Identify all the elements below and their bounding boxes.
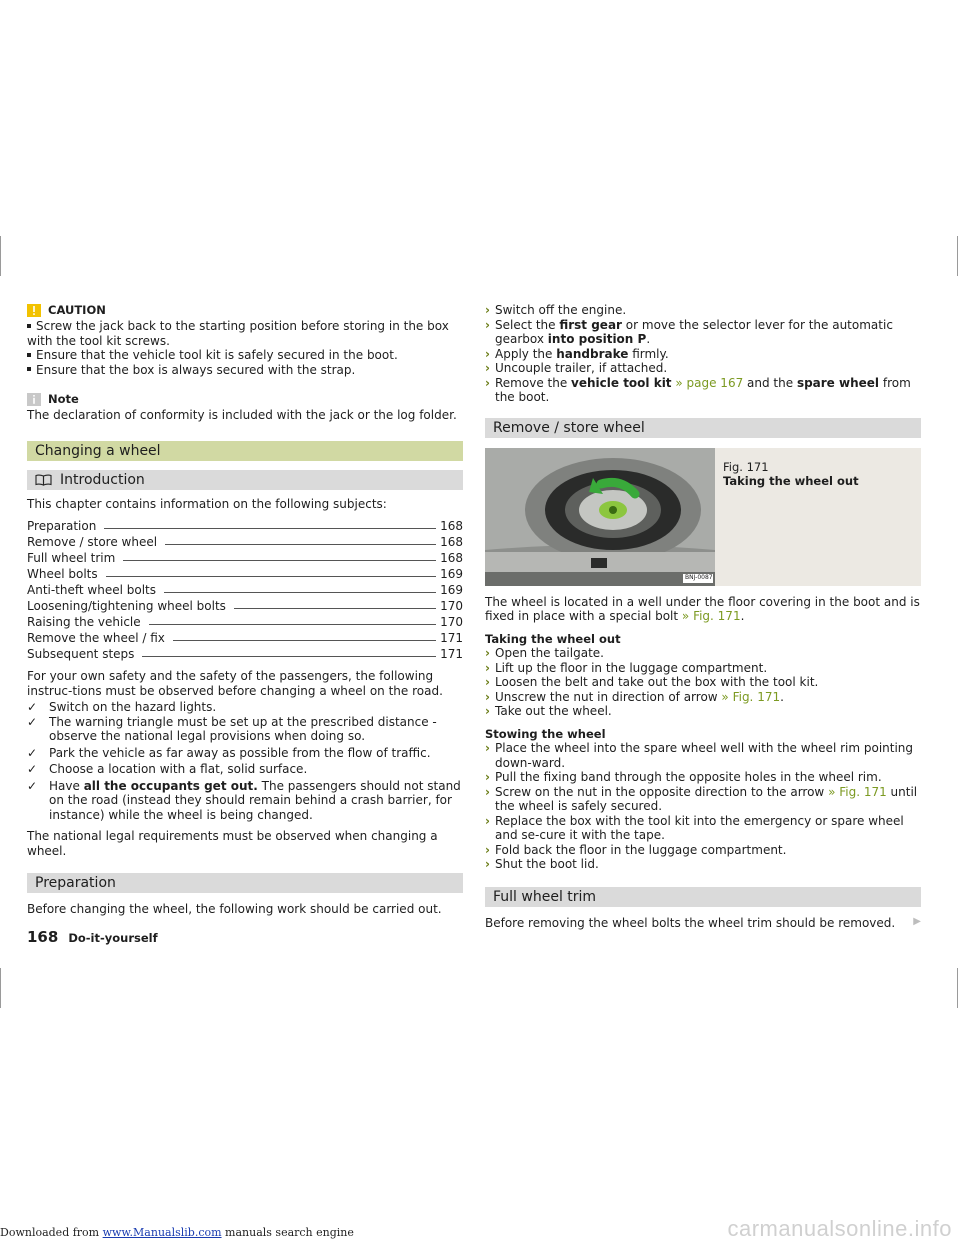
toc-item[interactable]: Full wheel trim 168: [27, 551, 463, 565]
full-wheel-trim-row: [485, 916, 921, 931]
caution-item: Screw the jack back to the starting position before storing in the box with the tool kit screws.: [27, 319, 449, 348]
step-item: › Switch off the engine.: [485, 303, 627, 317]
chevron-right-icon: ›: [485, 675, 490, 689]
figure-link[interactable]: » Fig. 171: [681, 609, 741, 623]
book-icon: [35, 474, 52, 486]
figure-171: [485, 448, 921, 586]
chevron-right-icon: ›: [485, 346, 490, 361]
intro-title: Introduction: [60, 471, 145, 488]
full-wheel-trim-text: Before removing the wheel bolts the wheel trim should be removed.: [485, 915, 896, 930]
chevron-right-icon: ›: [485, 842, 490, 857]
info-icon: [27, 393, 41, 406]
intro-lead: This chapter contains information on the following subjects:: [27, 496, 387, 511]
figure-link[interactable]: » Fig. 171: [828, 784, 887, 799]
page-link[interactable]: » page 167: [671, 375, 744, 390]
figure-caption: [715, 448, 867, 586]
page-footer: [27, 928, 158, 946]
toc-list: [27, 517, 463, 661]
spare-wheel-illustration: [485, 448, 715, 586]
chevron-right-icon: ›: [485, 317, 490, 332]
section-heading-changing-wheel: Changing a wheel: [27, 441, 463, 461]
caution-title: CAUTION: [48, 303, 106, 317]
chevron-right-icon: ›: [485, 813, 490, 828]
chevron-right-icon: ›: [485, 689, 490, 704]
stowing-heading: Stowing the wheel: [485, 726, 606, 741]
footer-section: Do-it-yourself: [68, 931, 158, 945]
warning-icon: [27, 304, 41, 317]
check-item: ✓ Choose a location with a flat, solid surface.: [27, 762, 308, 776]
step-item: › Take out the wheel.: [485, 704, 612, 718]
check-item: ✓ The warning triangle must be set up at the prescribed distance - observe the national legal provisions when doing so.: [27, 714, 437, 743]
caution-item: Ensure that the vehicle tool kit is safely secured in the boot.: [27, 348, 463, 363]
check-icon: ✓: [27, 714, 38, 729]
check-icon: ✓: [27, 700, 38, 714]
check-icon: ✓: [27, 745, 38, 760]
preparation-text: Before changing the wheel, the following work should be carried out.: [27, 902, 442, 916]
intro-heading: [27, 470, 463, 490]
note-text: The declaration of conformity is included with the jack or the log folder.: [27, 408, 457, 422]
check-item: ✓ Park the vehicle as far away as possible from the flow of traffic.: [27, 745, 431, 760]
taking-out-heading: Taking the wheel out: [485, 631, 621, 646]
toc-item[interactable]: Wheel bolts 169: [27, 567, 463, 581]
check-item: ✓ Have all the occupants get out. The passengers should not stand on the road (instead they should remain behind a crash barrier, for instance) while the wheel is being changed.: [27, 778, 461, 822]
toc-item[interactable]: Remove / store wheel 168: [27, 535, 463, 549]
note-box: [27, 392, 463, 423]
toc-item[interactable]: Subsequent steps 171: [27, 647, 463, 661]
crop-mark: [0, 968, 1, 1008]
continue-triangle-icon: ▶: [913, 915, 921, 927]
chevron-right-icon: ›: [485, 784, 490, 799]
watermark: carmanualsonline.info: [727, 1216, 952, 1241]
chevron-right-icon: ›: [485, 375, 490, 390]
crop-mark: [957, 968, 958, 1008]
chevron-right-icon: ›: [485, 660, 490, 675]
step-item: › Lift up the floor in the luggage compartment.: [485, 660, 768, 675]
download-banner: Downloaded from www.Manualslib.com manuals search engine: [0, 1226, 354, 1239]
step-item: › Replace the box with the tool kit into the emergency or spare wheel and se-cure it with the tape.: [485, 813, 904, 842]
step-item: › Unscrew the nut in direction of arrow » Fig. 171.: [485, 689, 784, 704]
step-item: › Place the wheel into the spare wheel well with the wheel rim pointing down-ward.: [485, 741, 914, 770]
right-column: [485, 303, 921, 930]
figure-title: Taking the wheel out: [723, 473, 859, 488]
chevron-right-icon: ›: [485, 646, 490, 660]
safety-text: For your own safety and the safety of the passengers, the following instruc-tions must be observed before changing a wheel on the road.: [27, 669, 443, 698]
step-item: › Loosen the belt and take out the box with the tool kit.: [485, 675, 819, 689]
wheel-location-text: The wheel is located in a well under the floor covering in the boot and is fixed in place with a special bolt » Fig. 171.: [485, 594, 920, 623]
check-icon: ✓: [27, 778, 38, 793]
remove-store-heading: Remove / store wheel: [485, 418, 921, 438]
toc-item[interactable]: Remove the wheel / fix 171: [27, 631, 463, 645]
left-column: [27, 303, 463, 917]
chevron-right-icon: ›: [485, 770, 490, 784]
step-item: › Screw on the nut in the opposite direction to the arrow » Fig. 171 until the wheel is safely secured.: [485, 784, 918, 813]
step-item: › Apply the handbrake firmly.: [485, 346, 669, 361]
manualslib-link[interactable]: www.Manualslib.com: [102, 1226, 222, 1239]
note-title: Note: [48, 392, 79, 406]
figure-code: BNJ-0087: [685, 573, 713, 581]
step-item: › Open the tailgate.: [485, 646, 604, 660]
chevron-right-icon: ›: [485, 704, 490, 718]
check-icon: ✓: [27, 762, 38, 776]
step-item: › Select the first gear or move the selector lever for the automatic gearbox into position P.: [485, 317, 893, 346]
toc-item[interactable]: Loosening/tightening wheel bolts 170: [27, 599, 463, 613]
full-wheel-trim-heading: Full wheel trim: [485, 887, 921, 907]
step-item: › Uncouple trailer, if attached.: [485, 361, 668, 375]
crop-mark: [957, 236, 958, 276]
crop-mark: [0, 236, 1, 276]
toc-item[interactable]: Anti-theft wheel bolts 169: [27, 583, 463, 597]
checklist: [27, 700, 463, 822]
caution-box: [27, 303, 463, 377]
toc-item[interactable]: Raising the vehicle 170: [27, 615, 463, 629]
step-item: › Fold back the floor in the luggage compartment.: [485, 842, 787, 857]
figure-link[interactable]: » Fig. 171: [721, 689, 781, 704]
step-item: › Remove the vehicle tool kit » page 167 and the spare wheel from the boot.: [485, 375, 911, 404]
toc-item[interactable]: Preparation 168: [27, 519, 463, 533]
preparation-heading: Preparation: [27, 873, 463, 893]
step-item: › Pull the fixing band through the opposite holes in the wheel rim.: [485, 770, 882, 784]
chevron-right-icon: ›: [485, 303, 490, 317]
chevron-right-icon: ›: [485, 361, 490, 375]
chevron-right-icon: ›: [485, 741, 490, 755]
caution-item: Ensure that the box is always secured with the strap.: [27, 363, 463, 378]
figure-number: Fig. 171: [723, 459, 769, 474]
check-item: ✓ Switch on the hazard lights.: [27, 700, 217, 714]
page-number: 168: [27, 928, 59, 946]
national-text: The national legal requirements must be observed when changing a wheel.: [27, 829, 438, 858]
step-item: › Shut the boot lid.: [485, 857, 599, 871]
spare-wheel-image: [485, 448, 715, 586]
chevron-right-icon: ›: [485, 857, 490, 871]
